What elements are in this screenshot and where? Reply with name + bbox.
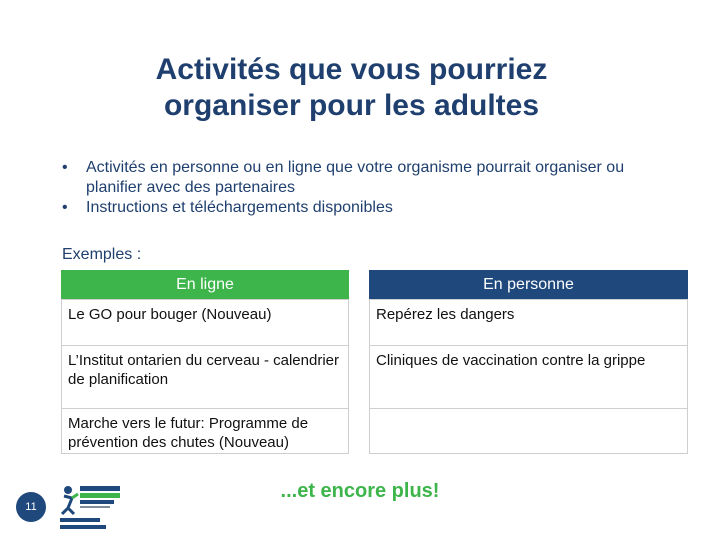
slide-title [0, 52, 703, 124]
in-person-column [369, 270, 688, 454]
title-line-1: Activités que vous pourriez [155, 53, 548, 86]
online-column [61, 270, 349, 454]
online-cell: Marche vers le futur: Programme de prévention des chutes (Nouveau) [61, 409, 349, 454]
bullet-item [62, 198, 662, 218]
bullet-glyph: • [62, 159, 68, 176]
fall-prevention-logo-icon [58, 478, 122, 532]
bullet-item [62, 158, 662, 198]
examples-label: Exemples : [62, 246, 142, 263]
title-line-2: organiser pour les adultes [163, 89, 540, 122]
bullet-glyph: • [62, 199, 68, 216]
bullet-text: Activités en personne ou en ligne que votre organisme pourrait organiser ou planifier avec des partenaires [86, 159, 625, 196]
footer-more-text: ...et encore plus! [280, 480, 440, 502]
bullet-list [62, 158, 662, 218]
page-number-badge: 11 [16, 492, 46, 522]
in-person-cell: Cliniques de vaccination contre la grippe [369, 346, 688, 409]
online-header: En ligne [61, 270, 349, 299]
online-cell: Le GO pour bouger (Nouveau) [61, 299, 349, 346]
in-person-header: En personne [369, 270, 688, 299]
in-person-cell: Repérez les dangers [369, 299, 688, 346]
in-person-cell [369, 409, 688, 454]
online-cell: L’Institut ontarien du cerveau - calendrier de planification [61, 346, 349, 409]
bullet-text: Instructions et téléchargements disponibles [86, 199, 393, 216]
